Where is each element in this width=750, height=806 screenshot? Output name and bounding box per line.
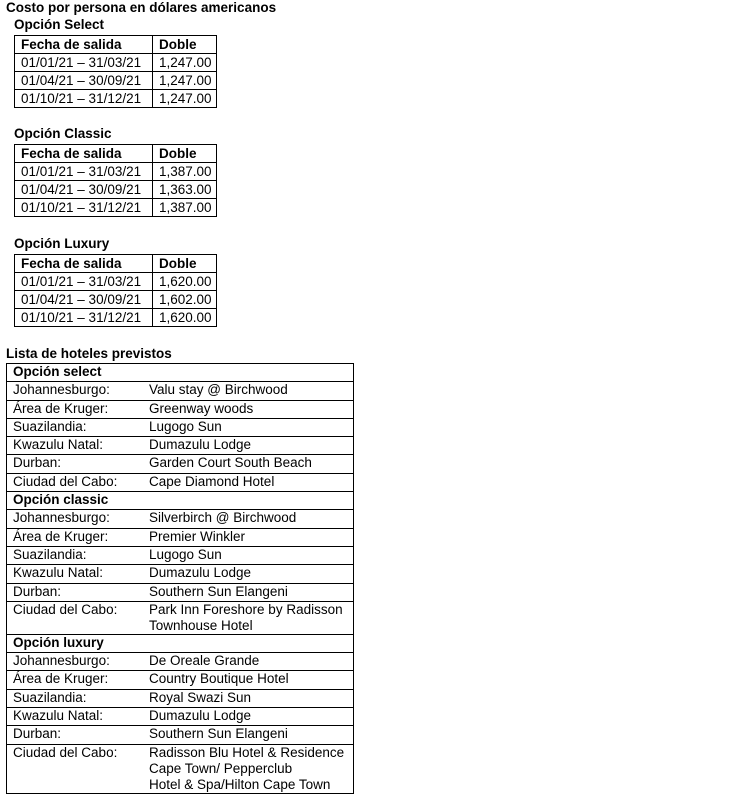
price-date: 01/10/21 – 31/12/21	[15, 90, 153, 108]
hotel-name-line: Hotel & Spa/Hilton Cape Town	[149, 776, 331, 792]
hotel-city: Área de Kruger:	[7, 528, 144, 546]
header-departure-date: Fecha de salida	[15, 255, 153, 273]
hotel-row	[7, 528, 354, 546]
price-date: 01/01/21 – 31/03/21	[15, 54, 153, 72]
price-row	[15, 54, 217, 72]
hotel-name-line: Dumazulu Lodge	[149, 565, 252, 581]
price-value: 1,620.00	[153, 309, 217, 327]
price-date: 01/04/21 – 30/09/21	[15, 181, 153, 199]
hotel-row	[7, 546, 354, 564]
price-value: 1,363.00	[153, 181, 217, 199]
hotel-row	[7, 510, 354, 528]
hotel-city: Ciudad del Cabo:	[7, 601, 144, 634]
hotel-city: Durban:	[7, 583, 144, 601]
price-row	[15, 181, 217, 199]
hotel-group-header	[7, 634, 354, 652]
hotel-name	[143, 382, 354, 400]
price-table-luxury	[14, 254, 217, 327]
hotel-group-name: Opción select	[7, 364, 354, 382]
hotel-name	[143, 565, 354, 583]
price-value: 1,247.00	[153, 72, 217, 90]
price-row	[15, 199, 217, 217]
hotel-row	[7, 653, 354, 671]
price-header-row	[15, 145, 217, 163]
hotel-row	[7, 583, 354, 601]
hotel-row	[7, 726, 354, 744]
hotel-city: Johannesburgo:	[7, 653, 144, 671]
hotel-name-line: Radisson Blu Hotel & Residence	[149, 744, 345, 760]
price-value: 1,387.00	[153, 163, 217, 181]
price-row	[15, 163, 217, 181]
hotel-name	[143, 653, 354, 671]
hotel-name-line: Country Boutique Hotel	[149, 671, 289, 687]
hotel-name-line: Lugogo Sun	[149, 418, 222, 434]
hotel-row	[7, 708, 354, 726]
price-row	[15, 291, 217, 309]
hotel-row	[7, 601, 354, 634]
hotel-name-line: Premier Winkler	[149, 528, 246, 544]
price-value: 1,387.00	[153, 199, 217, 217]
price-table-classic	[14, 144, 217, 217]
price-date: 01/10/21 – 31/12/21	[15, 309, 153, 327]
hotel-name-line: Garden Court South Beach	[149, 455, 312, 471]
price-date: 01/04/21 – 30/09/21	[15, 291, 153, 309]
hotel-city: Johannesburgo:	[7, 382, 144, 400]
hotel-row	[7, 418, 354, 436]
hotel-name-line: De Oreale Grande	[149, 653, 260, 669]
option-select-title: Opción Select	[14, 17, 105, 32]
hotel-name-line: Valu stay @ Birchwood	[149, 382, 288, 398]
price-date: 01/01/21 – 31/03/21	[15, 273, 153, 291]
hotel-city: Área de Kruger:	[7, 400, 144, 418]
hotel-name-line: Royal Swazi Sun	[149, 689, 252, 705]
hotels-title: Lista de hoteles previstos	[6, 346, 172, 361]
hotel-name	[143, 418, 354, 436]
hotel-name-line: Silverbirch @ Birchwood	[149, 510, 297, 526]
hotel-city: Johannesburgo:	[7, 510, 144, 528]
hotel-row	[7, 671, 354, 689]
hotel-name-line: Lugogo Sun	[149, 546, 222, 562]
hotel-group-name: Opción luxury	[7, 634, 354, 652]
hotel-city: Kwazulu Natal:	[7, 565, 144, 583]
hotel-name-line: Cape Diamond Hotel	[149, 473, 275, 489]
price-header-row	[15, 36, 217, 54]
option-classic-title: Opción Classic	[14, 126, 112, 141]
hotel-city: Durban:	[7, 726, 144, 744]
header-departure-date: Fecha de salida	[15, 145, 153, 163]
hotel-name	[143, 546, 354, 564]
hotel-name-line: Southern Sun Elangeni	[149, 726, 288, 742]
price-date: 01/01/21 – 31/03/21	[15, 163, 153, 181]
price-row	[15, 273, 217, 291]
hotel-name-line: Dumazulu Lodge	[149, 708, 252, 724]
price-date: 01/04/21 – 30/09/21	[15, 72, 153, 90]
hotel-name-line: Park Inn Foreshore by Radisson	[149, 601, 343, 617]
price-value: 1,620.00	[153, 273, 217, 291]
hotel-name	[143, 671, 354, 689]
price-table-select	[14, 35, 217, 108]
hotel-name-line: Townhouse Hotel	[149, 617, 253, 633]
price-value: 1,602.00	[153, 291, 217, 309]
hotel-name-line: Southern Sun Elangeni	[149, 583, 288, 599]
price-value: 1,247.00	[153, 54, 217, 72]
header-double: Doble	[153, 255, 217, 273]
hotel-name	[143, 583, 354, 601]
hotel-name	[143, 601, 354, 634]
hotel-city: Kwazulu Natal:	[7, 708, 144, 726]
header-departure-date: Fecha de salida	[15, 36, 153, 54]
hotel-name-line: Greenway woods	[149, 400, 254, 416]
hotel-name	[143, 744, 354, 793]
hotel-row	[7, 400, 354, 418]
price-row	[15, 72, 217, 90]
hotel-group-header	[7, 492, 354, 510]
header-double: Doble	[153, 145, 217, 163]
hotel-name	[143, 437, 354, 455]
option-luxury-title: Opción Luxury	[14, 236, 110, 251]
hotel-name	[143, 726, 354, 744]
hotel-name	[143, 528, 354, 546]
hotel-row	[7, 689, 354, 707]
hotel-city: Durban:	[7, 455, 144, 473]
hotel-city: Kwazulu Natal:	[7, 437, 144, 455]
hotel-row	[7, 382, 354, 400]
header-double: Doble	[153, 36, 217, 54]
hotel-row	[7, 744, 354, 793]
hotel-row	[7, 437, 354, 455]
price-header-row	[15, 255, 217, 273]
price-date: 01/10/21 – 31/12/21	[15, 199, 153, 217]
hotel-name-line: Dumazulu Lodge	[149, 437, 252, 453]
hotel-city: Ciudad del Cabo:	[7, 473, 144, 491]
hotel-row	[7, 565, 354, 583]
hotel-group-name: Opción classic	[7, 492, 354, 510]
hotel-row	[7, 455, 354, 473]
price-row	[15, 309, 217, 327]
hotel-city: Suazilandia:	[7, 546, 144, 564]
hotel-name	[143, 708, 354, 726]
price-value: 1,247.00	[153, 90, 217, 108]
hotel-city: Ciudad del Cabo:	[7, 744, 144, 793]
hotels-table	[6, 363, 354, 794]
hotel-name	[143, 689, 354, 707]
hotel-row	[7, 473, 354, 491]
hotel-name	[143, 510, 354, 528]
price-row	[15, 90, 217, 108]
hotel-city: Suazilandia:	[7, 689, 144, 707]
hotel-name	[143, 455, 354, 473]
document-title: Costo por persona en dólares americanos	[6, 0, 277, 15]
hotel-group-header	[7, 364, 354, 382]
hotel-city: Área de Kruger:	[7, 671, 144, 689]
hotel-name	[143, 473, 354, 491]
hotel-name	[143, 400, 354, 418]
hotel-name-line: Cape Town/ Pepperclub	[149, 760, 293, 776]
hotel-city: Suazilandia:	[7, 418, 144, 436]
